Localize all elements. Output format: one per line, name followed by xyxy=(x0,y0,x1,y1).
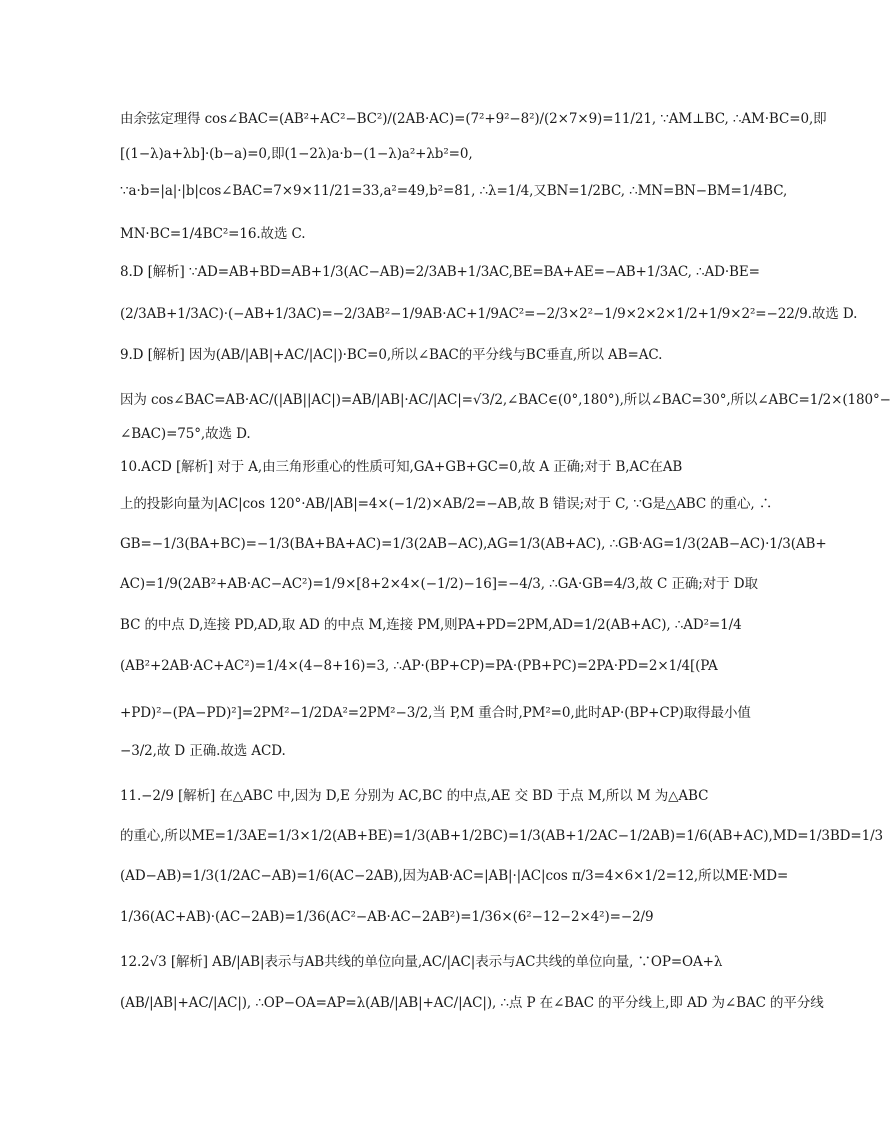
text-line: 8.D [解析] ∵AD=AB+BD=AB+1/3(AC−AB)=2/3AB+1/3AC,BE=BA+AE=−AB+1/3AC, ∴AD·BE= xyxy=(120,264,760,280)
text-line: +PD)²−(PA−PD)²]=2PM²−1/2DA²=2PM²−3/2,当 P,M 重合时,PM²=0,此时AP·(BP+CP)取得最小值 xyxy=(120,705,751,721)
text-line: MN·BC=1/4BC²=16.故选 C. xyxy=(120,226,306,242)
text-line: (AB²+2AB·AC+AC²)=1/4×(4−8+16)=3, ∴AP·(BP+CP)=PA·(PB+PC)=2PA·PD=2×1/4[(PA xyxy=(120,658,718,674)
text-line: (AB/|AB|+AC/|AC|), ∴OP−OA=AP=λ(AB/|AB|+AC/|AC|), ∴点 P 在∠BAC 的平分线上,即 AD 为∠BAC 的平分线 xyxy=(120,995,824,1011)
text-line: 上的投影向量为|AC|cos 120°·AB/|AB|=4×(−1/2)×AB/2=−AB,故 B 错误;对于 C, ∵G是△ABC 的重心, ∴ xyxy=(120,496,773,512)
text-line: 10.ACD [解析] 对于 A,由三角形重心的性质可知,GA+GB+GC=0,故 A 正确;对于 B,AC在AB xyxy=(120,459,683,475)
text-line: 11.−2/9 [解析] 在△ABC 中,因为 D,E 分别为 AC,BC 的中点,AE 交 BD 于点 M,所以 M 为△ABC xyxy=(120,788,709,804)
text-line: 1/36(AC+AB)·(AC−2AB)=1/36(AC²−AB·AC−2AB²)=1/36×(6²−12−2×4²)=−2/9 xyxy=(120,909,654,925)
text-line: 的重心,所以ME=1/3AE=1/3×1/2(AB+BE)=1/3(AB+1/2BC)=1/3(AB+1/2AC−1/2AB)=1/6(AB+AC),MD=1/3BD=1/3 xyxy=(120,828,884,844)
text-line: ∵a·b=|a|·|b|cos∠BAC=7×9×11/21=33,a²=49,b²=81, ∴λ=1/4,又BN=1/2BC, ∴MN=BN−BM=1/4BC, xyxy=(120,183,788,199)
text-line: BC 的中点 D,连接 PD,AD,取 AD 的中点 M,连接 PM,则PA+PD=2PM,AD=1/2(AB+AC), ∴AD²=1/4 xyxy=(120,617,742,633)
text-line: 因为 cos∠BAC=AB·AC/(|AB||AC|)=AB/|AB|·AC/|AC|=√3/2,∠BAC∈(0°,180°),所以∠BAC=30°,所以∠ABC=1/2×(180°− xyxy=(120,392,891,408)
text-line: −3/2,故 D 正确.故选 ACD. xyxy=(120,743,286,759)
text-line: (AD−AB)=1/3(1/2AC−AB)=1/6(AC−2AB),因为AB·AC=|AB|·|AC|cos π/3=4×6×1/2=12,所以ME·MD= xyxy=(120,868,789,884)
text-line: (2/3AB+1/3AC)·(−AB+1/3AC)=−2/3AB²−1/9AB·AC+1/9AC²=−2/3×2²−1/9×2×2×1/2+1/9×2²=−22/9.故选 D. xyxy=(120,306,858,322)
text-line: GB=−1/3(BA+BC)=−1/3(BA+BA+AC)=1/3(2AB−AC),AG=1/3(AB+AC), ∴GB·AG=1/3(2AB−AC)·1/3(AB+ xyxy=(120,536,827,552)
text-line: ∠BAC)=75°,故选 D. xyxy=(120,426,251,442)
text-line: 由余弦定理得 cos∠BAC=(AB²+AC²−BC²)/(2AB·AC)=(7²+9²−8²)/(2×7×9)=11/21, ∵AM⊥BC, ∴AM·BC=0,即 xyxy=(120,111,827,127)
text-line: 9.D [解析] 因为(AB/|AB|+AC/|AC|)·BC=0,所以∠BAC的平分线与BC垂直,所以 AB=AC. xyxy=(120,347,663,363)
text-line: 12.2√3 [解析] AB/|AB|表示与AB共线的单位向量,AC/|AC|表示与AC共线的单位向量, ∵OP=OA+λ xyxy=(120,954,723,970)
text-line: AC)=1/9(2AB²+AB·AC−AC²)=1/9×[8+2×4×(−1/2)−16]=−4/3, ∴GA·GB=4/3,故 C 正确;对于 D取 xyxy=(120,576,758,592)
text-line: [(1−λ)a+λb]·(b−a)=0,即(1−2λ)a·b−(1−λ)a²+λb²=0, xyxy=(120,146,473,162)
